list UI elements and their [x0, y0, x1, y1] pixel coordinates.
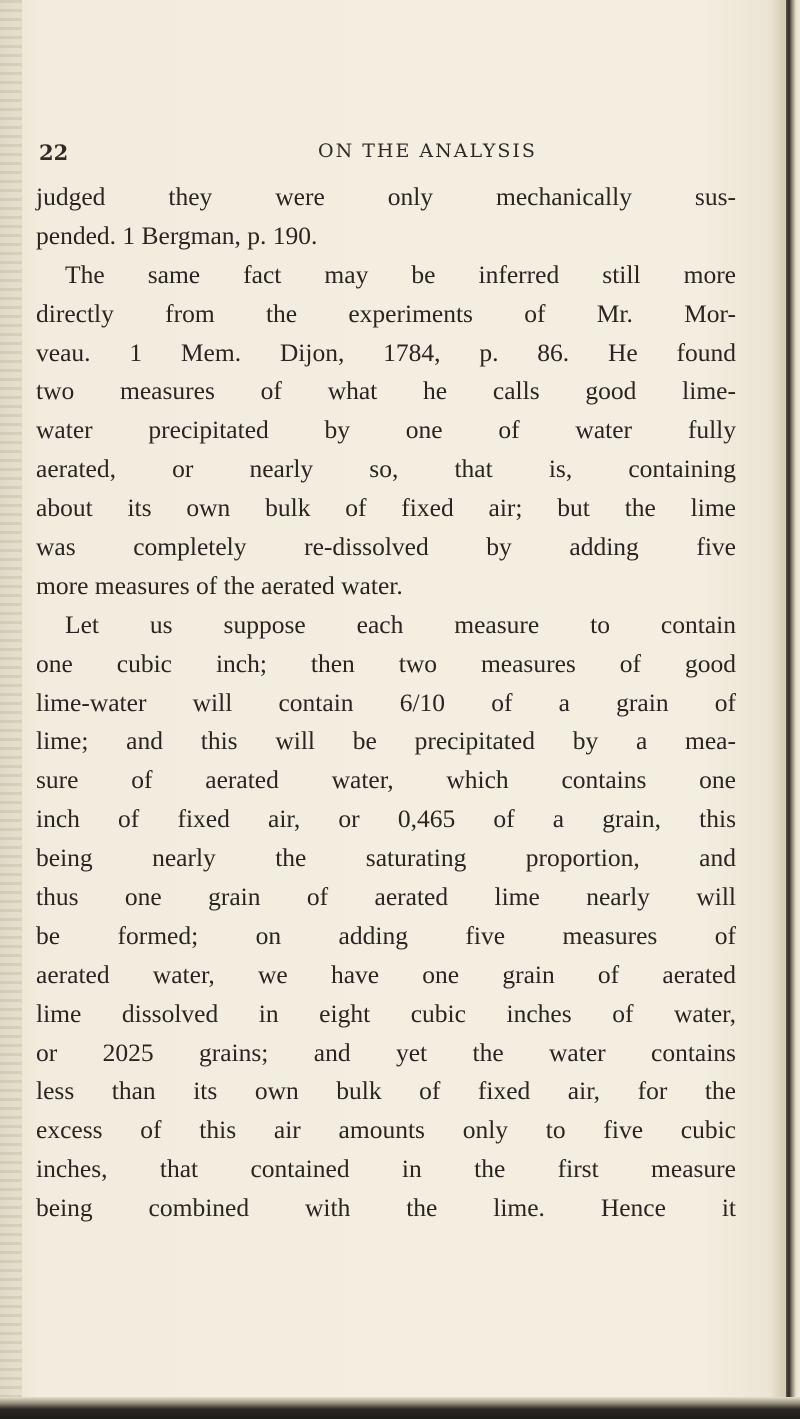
text-line: more measures of the aerated water.: [36, 570, 403, 600]
text-line: Let us suppose each measure to contain: [65, 609, 736, 639]
text-line: sure of aerated water, which contains one: [36, 765, 736, 795]
text-line: about its own bulk of fixed air; but the lime: [36, 493, 736, 523]
text-line: aerated water, we have one grain of aerated: [36, 959, 736, 989]
text-line: lime dissolved in eight cubic inches of water,: [36, 998, 736, 1028]
text-line: excess of this air amounts only to five cubic: [36, 1115, 736, 1145]
text-line: was completely re-dissolved by adding five: [36, 532, 736, 562]
binding-gutter: [0, 0, 22, 1419]
text-line: The same fact may be inferred still more: [65, 259, 736, 289]
text-line: judged they were only mechanically sus-: [36, 182, 736, 211]
text-line: water precipitated by one of water fully: [36, 415, 736, 445]
text-line: directly from the experiments of Mr. Mor-: [36, 298, 736, 328]
running-head: ON THE ANALYSIS: [318, 140, 537, 162]
page-number: 22: [39, 140, 69, 165]
page-edge-bottom: [0, 1397, 800, 1419]
text-line: inches, that contained in the first measure: [36, 1154, 736, 1184]
text-line: aerated, or nearly so, that is, containing: [36, 454, 736, 484]
text-line: thus one grain of aerated lime nearly will: [36, 882, 736, 912]
text-line: less than its own bulk of fixed air, for the: [36, 1076, 736, 1106]
text-line: be formed; on adding five measures of: [36, 920, 736, 950]
text-line: lime-water will contain 6/10 of a grain of: [36, 687, 736, 717]
text-line: inch of fixed air, or 0,465 of a grain, this: [36, 804, 736, 834]
text-line: two measures of what he calls good lime-: [36, 376, 736, 406]
text-line: veau. 1 Mem. Dijon, 1784, p. 86. He found: [36, 337, 736, 367]
text-line: being combined with the lime. Hence it: [36, 1193, 736, 1223]
text-line: being nearly the saturating proportion, and: [36, 843, 736, 873]
text-line: one cubic inch; then two measures of good: [36, 648, 736, 678]
body-text: [36, 178, 736, 1228]
text-line: or 2025 grains; and yet the water contains: [36, 1037, 736, 1067]
text-line: pended. 1 Bergman, p. 190.: [36, 220, 318, 250]
page-edge-right: [786, 0, 800, 1419]
text-line: lime; and this will be precipitated by a mea-: [36, 726, 736, 756]
